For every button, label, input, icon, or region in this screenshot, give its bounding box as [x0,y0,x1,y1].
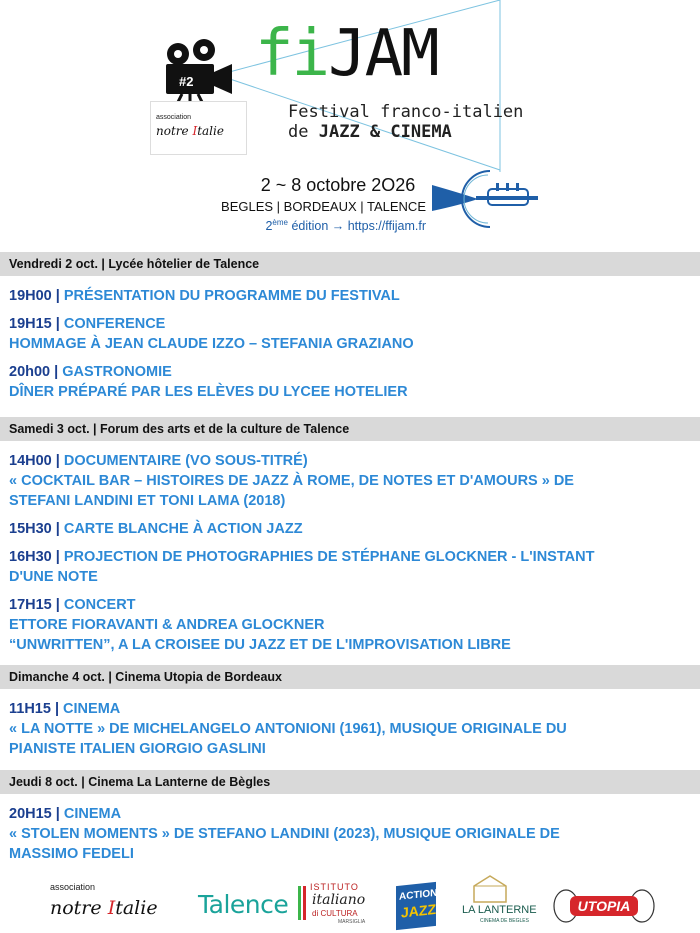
edition-number: #2 [179,74,194,89]
day-header-dimanche: Dimanche 4 oct. | Cinema Utopia de Bordeaux [0,665,700,689]
trumpet-icon [430,165,550,231]
program-line: 20h00 | GASTRONOMIE [9,364,172,380]
program-line: 14H00 | DOCUMENTAIRE (VO SOUS-TITRÉ) [9,453,308,469]
notre-italie-logo: notre Italie [50,897,158,919]
day-header-jeudi: Jeudi 8 oct. | Cinema La Lanterne de Bègles [0,770,700,794]
la-lanterne-logo: LA LANTERNE CINEMA DE BEGLES [460,874,540,930]
program-line: ETTORE FIORAVANTI & ANDREA GLOCKNER [9,617,325,633]
program-line: 19H15 | CONFERENCE [9,316,166,332]
program-line: DÎNER PRÉPARÉ PAR LES ELÈVES DU LYCEE HOTELIER [9,384,408,400]
talence-logo: Talence [198,890,289,919]
istituto-italiano-logo: ISTITUTO italiano di CULTURA MARSIGLIA [298,882,388,928]
association-name: notre Italie [156,124,224,138]
day-header-vendredi: Vendredi 2 oct. | Lycée hôtelier de Talence [0,252,700,276]
association-label: association [156,114,192,121]
lantern-house-icon [470,874,510,904]
festival-dates: 2 ~ 8 octobre 2O26 [260,175,416,195]
program-line: “UNWRITTEN”, A LA CROISEE DU JAZZ ET DE L'IMPROVISATION LIBRE [9,637,511,653]
festival-cities: BEGLES | BORDEAUX | TALENCE [221,199,426,214]
edition-link[interactable]: 2ème édition → https://ffijam.fr [265,218,426,234]
program-line: 20H15 | CINEMA [9,806,122,822]
notre-italie-label: association [50,882,96,892]
program-line: STEFANI LANDINI ET TONI LAMA (2018) [9,493,286,509]
program-line: MASSIMO FEDELI [9,846,134,862]
program-line: 15H30 | CARTE BLANCHE À ACTION JAZZ [9,521,303,537]
program-line: 17H15 | CONCERT [9,597,136,613]
program-line: PIANISTE ITALIEN GIORGIO GASLINI [9,741,266,757]
program-line: « COCKTAIL BAR – HISTOIRES DE JAZZ À ROME, DE NOTES ET D'AMOURS » DE [9,473,574,489]
program-line: 16H30 | PROJECTION DE PHOTOGRAPHIES DE STÉPHANE GLOCKNER - L'INSTANT [9,549,595,565]
action-jazz-logo: ACTION JAZZ [396,882,436,930]
festival-subtitle: Festival franco-italien de JAZZ & CINEMA [288,102,524,142]
day-header-samedi: Samedi 3 oct. | Forum des arts et de la culture de Talence [0,417,700,441]
program-line: D'UNE NOTE [9,569,98,585]
program-line: HOMMAGE À JEAN CLAUDE IZZO – STEFANIA GRAZIANO [9,336,414,352]
program-line: « LA NOTTE » DE MICHELANGELO ANTONIONI (1961), MUSIQUE ORIGINALE DU [9,721,567,737]
program-line: 11H15 | CINEMA [9,701,121,717]
festival-logo: fiJAM [255,17,438,91]
program-line: 19H00 | PRÉSENTATION DU PROGRAMME DU FESTIVAL [9,288,400,304]
utopia-logo: UTOPIA [552,886,656,926]
program-line: « STOLEN MOMENTS » DE STEFANO LANDINI (2023), MUSIQUE ORIGINALE DE [9,826,560,842]
